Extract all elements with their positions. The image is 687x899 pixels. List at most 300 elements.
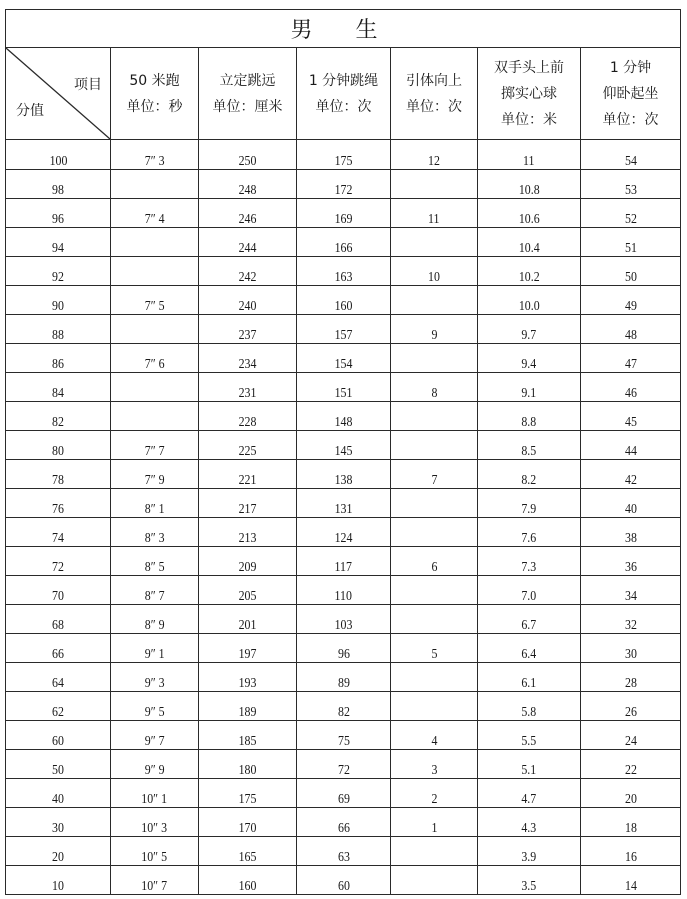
cell-score bbox=[6, 228, 111, 257]
table-row bbox=[6, 866, 681, 895]
cell-value: 16 bbox=[624, 850, 637, 865]
cell-value: 175 bbox=[334, 154, 353, 169]
cell-value: 124 bbox=[334, 531, 353, 546]
table-row bbox=[6, 286, 681, 315]
cell-score bbox=[6, 373, 111, 402]
cell-pullup bbox=[391, 547, 478, 576]
table-row bbox=[6, 228, 681, 257]
cell-rope bbox=[297, 547, 391, 576]
cell-score bbox=[6, 257, 111, 286]
cell-value: 7.9 bbox=[521, 502, 537, 517]
cell-value: 80 bbox=[52, 444, 64, 459]
cell-score bbox=[6, 779, 111, 808]
cell-rope bbox=[297, 460, 391, 489]
cell-rope bbox=[297, 199, 391, 228]
cell-jump bbox=[199, 605, 297, 634]
cell-value: 154 bbox=[334, 357, 353, 372]
cell-value: 92 bbox=[52, 270, 64, 285]
cell-value: 62 bbox=[52, 705, 64, 720]
table-row bbox=[6, 315, 681, 344]
cell-value: 74 bbox=[52, 531, 64, 546]
cell-value: 70 bbox=[52, 589, 64, 604]
cell-ball bbox=[478, 257, 581, 286]
table-row bbox=[6, 170, 681, 199]
cell-pullup bbox=[391, 344, 478, 373]
cell-score bbox=[6, 866, 111, 895]
cell-situp bbox=[581, 605, 681, 634]
cell-pullup bbox=[391, 692, 478, 721]
cell-value: 8″ 1 bbox=[144, 502, 165, 517]
cell-value: 209 bbox=[238, 560, 257, 575]
cell-value: 8.8 bbox=[521, 415, 537, 430]
cell-value: 10.0 bbox=[518, 299, 540, 314]
cell-situp bbox=[581, 344, 681, 373]
cell-score bbox=[6, 605, 111, 634]
table-row bbox=[6, 460, 681, 489]
cell-jump bbox=[199, 576, 297, 605]
cell-run50 bbox=[111, 692, 199, 721]
table-row bbox=[6, 344, 681, 373]
table-row bbox=[6, 547, 681, 576]
table-row bbox=[6, 489, 681, 518]
cell-rope bbox=[297, 721, 391, 750]
cell-value: 63 bbox=[337, 850, 350, 865]
cell-value: 72 bbox=[337, 763, 350, 778]
cell-rope bbox=[297, 692, 391, 721]
cell-run50 bbox=[111, 170, 199, 199]
cell-value: 228 bbox=[238, 415, 257, 430]
cell-value: 7″ 6 bbox=[144, 357, 165, 372]
cell-value: 8″ 9 bbox=[144, 618, 165, 633]
cell-pullup bbox=[391, 228, 478, 257]
cell-rope bbox=[297, 228, 391, 257]
cell-value: 90 bbox=[52, 299, 64, 314]
cell-run50 bbox=[111, 344, 199, 373]
cell-value: 10.2 bbox=[518, 270, 540, 285]
cell-value: 4.3 bbox=[521, 821, 537, 836]
cell-value: 145 bbox=[334, 444, 353, 459]
cell-situp bbox=[581, 402, 681, 431]
cell-pullup bbox=[391, 634, 478, 663]
cell-pullup bbox=[391, 663, 478, 692]
cell-score bbox=[6, 431, 111, 460]
header-label: 1 分钟 bbox=[609, 59, 652, 76]
cell-value: 68 bbox=[52, 618, 64, 633]
cell-situp bbox=[581, 634, 681, 663]
table-title: 男 生 bbox=[6, 10, 681, 48]
cell-value: 163 bbox=[334, 270, 353, 285]
cell-value: 6 bbox=[431, 560, 437, 575]
cell-situp bbox=[581, 315, 681, 344]
cell-value: 20 bbox=[624, 792, 637, 807]
cell-value: 205 bbox=[238, 589, 257, 604]
cell-value: 197 bbox=[238, 647, 257, 662]
cell-situp bbox=[581, 170, 681, 199]
cell-jump bbox=[199, 286, 297, 315]
cell-ball bbox=[478, 140, 581, 170]
cell-jump bbox=[199, 431, 297, 460]
cell-value: 5.8 bbox=[521, 705, 537, 720]
cell-value: 148 bbox=[334, 415, 353, 430]
cell-rope bbox=[297, 315, 391, 344]
cell-rope bbox=[297, 431, 391, 460]
cell-ball bbox=[478, 663, 581, 692]
cell-value: 103 bbox=[334, 618, 353, 633]
table-row bbox=[6, 692, 681, 721]
cell-value: 7.6 bbox=[521, 531, 537, 546]
cell-value: 160 bbox=[238, 879, 257, 894]
cell-pullup bbox=[391, 576, 478, 605]
cell-ball bbox=[478, 750, 581, 779]
cell-value: 244 bbox=[238, 241, 257, 256]
cell-value: 10″ 3 bbox=[141, 821, 168, 836]
cell-situp bbox=[581, 373, 681, 402]
cell-value: 6.1 bbox=[521, 676, 537, 691]
cell-score bbox=[6, 663, 111, 692]
cell-situp bbox=[581, 866, 681, 895]
cell-value: 49 bbox=[624, 299, 637, 314]
cell-value: 66 bbox=[52, 647, 64, 662]
cell-ball bbox=[478, 605, 581, 634]
cell-situp bbox=[581, 518, 681, 547]
cell-value: 10″ 1 bbox=[141, 792, 168, 807]
header-label: 1 分钟跳绳 bbox=[308, 72, 379, 89]
cell-value: 82 bbox=[337, 705, 350, 720]
cell-situp bbox=[581, 547, 681, 576]
cell-rope bbox=[297, 373, 391, 402]
cell-rope bbox=[297, 140, 391, 170]
cell-score bbox=[6, 721, 111, 750]
header-unit: 单位：次 bbox=[315, 98, 372, 115]
cell-value: 9″ 5 bbox=[144, 705, 165, 720]
cell-value: 7 bbox=[431, 473, 437, 488]
cell-ball bbox=[478, 576, 581, 605]
corner-item-label: 项目 bbox=[74, 77, 102, 93]
cell-rope bbox=[297, 837, 391, 866]
cell-value: 11 bbox=[523, 154, 535, 169]
cell-rope bbox=[297, 257, 391, 286]
cell-value: 221 bbox=[238, 473, 257, 488]
cell-value: 9″ 9 bbox=[144, 763, 165, 778]
cell-rope bbox=[297, 663, 391, 692]
table-row bbox=[6, 634, 681, 663]
cell-jump bbox=[199, 750, 297, 779]
cell-pullup bbox=[391, 315, 478, 344]
table-row bbox=[6, 576, 681, 605]
cell-value: 237 bbox=[238, 328, 257, 343]
cell-score bbox=[6, 286, 111, 315]
cell-situp bbox=[581, 808, 681, 837]
table-row bbox=[6, 721, 681, 750]
cell-situp bbox=[581, 199, 681, 228]
cell-ball bbox=[478, 721, 581, 750]
cell-value: 5 bbox=[431, 647, 437, 662]
cell-value: 180 bbox=[238, 763, 257, 778]
cell-value: 7″ 4 bbox=[144, 212, 165, 227]
cell-jump bbox=[199, 373, 297, 402]
cell-ball bbox=[478, 402, 581, 431]
table-row bbox=[6, 257, 681, 286]
cell-score bbox=[6, 750, 111, 779]
cell-value: 157 bbox=[334, 328, 353, 343]
header-label: 50 米跑 bbox=[129, 72, 180, 89]
cell-score bbox=[6, 140, 111, 170]
cell-ball bbox=[478, 837, 581, 866]
cell-ball bbox=[478, 286, 581, 315]
cell-value: 138 bbox=[334, 473, 353, 488]
cell-value: 7″ 9 bbox=[144, 473, 165, 488]
cell-value: 78 bbox=[52, 473, 64, 488]
cell-run50 bbox=[111, 721, 199, 750]
cell-jump bbox=[199, 837, 297, 866]
cell-jump bbox=[199, 402, 297, 431]
cell-value: 22 bbox=[624, 763, 637, 778]
cell-value: 64 bbox=[52, 676, 64, 691]
cell-pullup bbox=[391, 721, 478, 750]
cell-score bbox=[6, 199, 111, 228]
cell-jump bbox=[199, 344, 297, 373]
cell-score bbox=[6, 315, 111, 344]
cell-run50 bbox=[111, 518, 199, 547]
cell-value: 100 bbox=[49, 154, 67, 169]
table-body bbox=[6, 140, 681, 895]
cell-value: 89 bbox=[337, 676, 350, 691]
cell-value: 7″ 5 bbox=[144, 299, 165, 314]
cell-jump bbox=[199, 692, 297, 721]
cell-pullup bbox=[391, 866, 478, 895]
cell-situp bbox=[581, 750, 681, 779]
cell-jump bbox=[199, 808, 297, 837]
cell-rope bbox=[297, 170, 391, 199]
cell-score bbox=[6, 170, 111, 199]
cell-jump bbox=[199, 257, 297, 286]
cell-value: 12 bbox=[428, 154, 440, 169]
cell-value: 175 bbox=[238, 792, 257, 807]
cell-value: 98 bbox=[52, 183, 64, 198]
cell-value: 7″ 3 bbox=[144, 154, 165, 169]
cell-rope bbox=[297, 402, 391, 431]
header-label: 仰卧起坐 bbox=[602, 85, 659, 102]
cell-value: 231 bbox=[238, 386, 257, 401]
cell-run50 bbox=[111, 808, 199, 837]
cell-value: 10 bbox=[52, 879, 64, 894]
cell-pullup bbox=[391, 808, 478, 837]
cell-score bbox=[6, 518, 111, 547]
cell-jump bbox=[199, 140, 297, 170]
cell-ball bbox=[478, 634, 581, 663]
cell-value: 14 bbox=[624, 879, 637, 894]
cell-value: 10.6 bbox=[518, 212, 540, 227]
cell-value: 193 bbox=[238, 676, 257, 691]
cell-run50 bbox=[111, 605, 199, 634]
table-row bbox=[6, 402, 681, 431]
cell-value: 151 bbox=[334, 386, 353, 401]
cell-value: 52 bbox=[624, 212, 637, 227]
cell-value: 9″ 3 bbox=[144, 676, 165, 691]
header-unit: 单位：米 bbox=[501, 111, 557, 128]
cell-score bbox=[6, 808, 111, 837]
cell-value: 8″ 7 bbox=[144, 589, 165, 604]
cell-run50 bbox=[111, 837, 199, 866]
cell-value: 46 bbox=[624, 386, 637, 401]
cell-value: 69 bbox=[337, 792, 350, 807]
cell-jump bbox=[199, 315, 297, 344]
cell-jump bbox=[199, 779, 297, 808]
cell-ball bbox=[478, 228, 581, 257]
cell-value: 240 bbox=[238, 299, 257, 314]
cell-rope bbox=[297, 518, 391, 547]
cell-pullup bbox=[391, 431, 478, 460]
header-unit: 单位：厘米 bbox=[212, 98, 283, 115]
cell-value: 76 bbox=[52, 502, 64, 517]
cell-ball bbox=[478, 808, 581, 837]
cell-value: 110 bbox=[334, 589, 353, 604]
cell-pullup bbox=[391, 750, 478, 779]
cell-jump bbox=[199, 518, 297, 547]
table-row bbox=[6, 518, 681, 547]
cell-run50 bbox=[111, 663, 199, 692]
cell-value: 7″ 7 bbox=[144, 444, 165, 459]
cell-jump bbox=[199, 866, 297, 895]
cell-run50 bbox=[111, 750, 199, 779]
cell-run50 bbox=[111, 489, 199, 518]
cell-situp bbox=[581, 576, 681, 605]
cell-run50 bbox=[111, 199, 199, 228]
cell-value: 44 bbox=[624, 444, 637, 459]
cell-value: 5.5 bbox=[521, 734, 537, 749]
table-row bbox=[6, 605, 681, 634]
cell-value: 9″ 1 bbox=[144, 647, 165, 662]
cell-jump bbox=[199, 547, 297, 576]
cell-value: 9.1 bbox=[521, 386, 537, 401]
cell-jump bbox=[199, 170, 297, 199]
cell-jump bbox=[199, 489, 297, 518]
cell-situp bbox=[581, 779, 681, 808]
scoring-table bbox=[5, 9, 681, 895]
cell-ball bbox=[478, 547, 581, 576]
cell-value: 38 bbox=[624, 531, 637, 546]
cell-ball bbox=[478, 518, 581, 547]
cell-value: 30 bbox=[624, 647, 637, 662]
cell-value: 7.0 bbox=[521, 589, 537, 604]
cell-run50 bbox=[111, 576, 199, 605]
cell-value: 4.7 bbox=[521, 792, 537, 807]
header-label: 双手头上前 bbox=[494, 59, 564, 76]
cell-situp bbox=[581, 140, 681, 170]
cell-value: 26 bbox=[624, 705, 637, 720]
table-row bbox=[6, 431, 681, 460]
cell-run50 bbox=[111, 866, 199, 895]
cell-value: 34 bbox=[624, 589, 637, 604]
cell-value: 201 bbox=[238, 618, 257, 633]
cell-value: 10.4 bbox=[518, 241, 540, 256]
cell-pullup bbox=[391, 605, 478, 634]
cell-value: 82 bbox=[52, 415, 64, 430]
cell-value: 246 bbox=[238, 212, 257, 227]
cell-value: 1 bbox=[431, 821, 437, 836]
header-run50 bbox=[111, 48, 199, 140]
cell-value: 131 bbox=[334, 502, 353, 517]
cell-pullup bbox=[391, 286, 478, 315]
cell-situp bbox=[581, 837, 681, 866]
cell-run50 bbox=[111, 286, 199, 315]
cell-rope bbox=[297, 489, 391, 518]
cell-run50 bbox=[111, 315, 199, 344]
cell-value: 96 bbox=[52, 212, 64, 227]
table-row bbox=[6, 373, 681, 402]
cell-situp bbox=[581, 228, 681, 257]
cell-value: 9.4 bbox=[521, 357, 537, 372]
cell-value: 5.1 bbox=[521, 763, 537, 778]
cell-score bbox=[6, 692, 111, 721]
cell-value: 48 bbox=[624, 328, 637, 343]
table-row bbox=[6, 140, 681, 170]
cell-score bbox=[6, 634, 111, 663]
cell-situp bbox=[581, 721, 681, 750]
header-unit: 单位：秒 bbox=[126, 98, 183, 115]
table-row bbox=[6, 199, 681, 228]
cell-value: 10 bbox=[428, 270, 440, 285]
header-medicine-ball bbox=[478, 48, 581, 140]
cell-value: 213 bbox=[238, 531, 257, 546]
cell-rope bbox=[297, 866, 391, 895]
cell-value: 20 bbox=[52, 850, 64, 865]
cell-value: 30 bbox=[52, 821, 64, 836]
cell-value: 185 bbox=[238, 734, 257, 749]
cell-value: 9″ 7 bbox=[144, 734, 165, 749]
cell-value: 3 bbox=[431, 763, 437, 778]
cell-pullup bbox=[391, 779, 478, 808]
cell-run50 bbox=[111, 779, 199, 808]
cell-value: 36 bbox=[624, 560, 637, 575]
cell-jump bbox=[199, 228, 297, 257]
cell-pullup bbox=[391, 518, 478, 547]
cell-pullup bbox=[391, 460, 478, 489]
cell-score bbox=[6, 402, 111, 431]
cell-pullup bbox=[391, 489, 478, 518]
cell-value: 8 bbox=[431, 386, 437, 401]
header-pull-up bbox=[391, 48, 478, 140]
cell-value: 72 bbox=[52, 560, 64, 575]
cell-value: 234 bbox=[238, 357, 257, 372]
cell-ball bbox=[478, 779, 581, 808]
cell-ball bbox=[478, 489, 581, 518]
cell-value: 165 bbox=[238, 850, 257, 865]
cell-value: 28 bbox=[624, 676, 637, 691]
cell-value: 94 bbox=[52, 241, 64, 256]
cell-value: 250 bbox=[238, 154, 257, 169]
cell-pullup bbox=[391, 257, 478, 286]
table-row bbox=[6, 663, 681, 692]
cell-value: 10″ 5 bbox=[141, 850, 168, 865]
cell-situp bbox=[581, 286, 681, 315]
header-label: 掷实心球 bbox=[501, 85, 557, 102]
cell-value: 50 bbox=[624, 270, 637, 285]
cell-value: 40 bbox=[624, 502, 637, 517]
cell-score bbox=[6, 576, 111, 605]
cell-ball bbox=[478, 373, 581, 402]
header-rope-skipping bbox=[297, 48, 391, 140]
title-row bbox=[6, 10, 681, 48]
cell-value: 4 bbox=[431, 734, 437, 749]
cell-score bbox=[6, 547, 111, 576]
cell-situp bbox=[581, 692, 681, 721]
cell-ball bbox=[478, 344, 581, 373]
cell-situp bbox=[581, 489, 681, 518]
cell-value: 170 bbox=[238, 821, 257, 836]
header-label: 立定跳远 bbox=[219, 72, 276, 89]
cell-score bbox=[6, 344, 111, 373]
